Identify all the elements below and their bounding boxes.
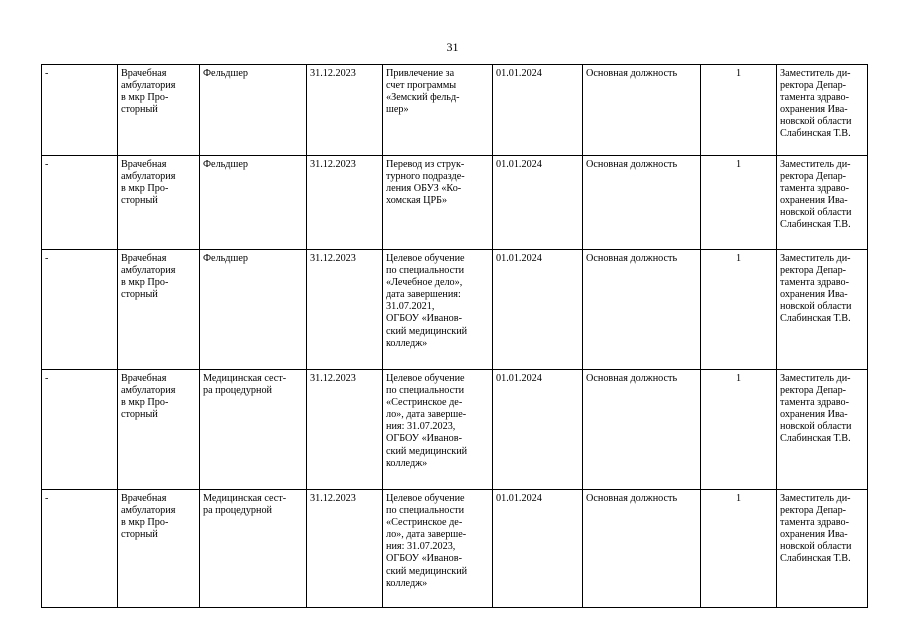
cell-responsible: Заместитель ди- ректора Депар- тамента здраво- охранения Ива- новской области Слабинская Т.В.	[777, 490, 868, 608]
cell-unit: Врачебная амбулатория в мкр Про- сторный	[118, 250, 200, 370]
table-row	[42, 490, 868, 608]
cell-source: Целевое обучение по специальности «Сестринское де- ло», дата заверше- ния: 31.07.2023, ОГБОУ «Иванов- ский медицинский колледж»	[383, 490, 493, 608]
cell-dash: -	[42, 65, 118, 156]
cell-date: 31.12.2023	[307, 65, 383, 156]
cell-unit: Врачебная амбулатория в мкр Про- сторный	[118, 65, 200, 156]
cell-count: 1	[701, 65, 777, 156]
cell-start-date: 01.01.2024	[493, 65, 583, 156]
cell-position-type: Основная должность	[583, 370, 701, 490]
cell-position-type: Основная должность	[583, 65, 701, 156]
cell-dash: -	[42, 490, 118, 608]
cell-source: Привлечение за счет программы «Земский фельд- шер»	[383, 65, 493, 156]
cell-date: 31.12.2023	[307, 370, 383, 490]
table-row	[42, 370, 868, 490]
cell-unit: Врачебная амбулатория в мкр Про- сторный	[118, 156, 200, 250]
cell-dash: -	[42, 370, 118, 490]
cell-count: 1	[701, 250, 777, 370]
table-row	[42, 65, 868, 156]
cell-count: 1	[701, 490, 777, 608]
cell-start-date: 01.01.2024	[493, 370, 583, 490]
staffing-table	[41, 64, 868, 608]
cell-position: Фельдшер	[200, 156, 307, 250]
cell-count: 1	[701, 156, 777, 250]
cell-position: Фельдшер	[200, 250, 307, 370]
cell-unit: Врачебная амбулатория в мкр Про- сторный	[118, 490, 200, 608]
cell-responsible: Заместитель ди- ректора Депар- тамента здраво- охранения Ива- новской области Слабинская Т.В.	[777, 65, 868, 156]
cell-dash: -	[42, 250, 118, 370]
page-number: 31	[446, 40, 459, 54]
cell-position-type: Основная должность	[583, 490, 701, 608]
cell-count: 1	[701, 370, 777, 490]
cell-position: Фельдшер	[200, 65, 307, 156]
cell-date: 31.12.2023	[307, 490, 383, 608]
table-body	[42, 65, 868, 608]
cell-start-date: 01.01.2024	[493, 156, 583, 250]
cell-responsible: Заместитель ди- ректора Депар- тамента здраво- охранения Ива- новской области Слабинская Т.В.	[777, 156, 868, 250]
cell-position-type: Основная должность	[583, 250, 701, 370]
cell-responsible: Заместитель ди- ректора Депар- тамента здраво- охранения Ива- новской области Слабинская Т.В.	[777, 370, 868, 490]
cell-date: 31.12.2023	[307, 250, 383, 370]
cell-position-type: Основная должность	[583, 156, 701, 250]
table-row	[42, 250, 868, 370]
cell-position: Медицинская сест- ра процедурной	[200, 370, 307, 490]
cell-position: Медицинская сест- ра процедурной	[200, 490, 307, 608]
cell-unit: Врачебная амбулатория в мкр Про- сторный	[118, 370, 200, 490]
cell-source: Целевое обучение по специальности «Лечебное дело», дата завершения: 31.07.2021, ОГБОУ «Иванов- ский медицинский колледж»	[383, 250, 493, 370]
table-row	[42, 156, 868, 250]
cell-date: 31.12.2023	[307, 156, 383, 250]
cell-dash: -	[42, 156, 118, 250]
cell-responsible: Заместитель ди- ректора Депар- тамента здраво- охранения Ива- новской области Слабинская Т.В.	[777, 250, 868, 370]
cell-start-date: 01.01.2024	[493, 250, 583, 370]
cell-source: Перевод из струк- турного подразде- ления ОБУЗ «Ко- хомская ЦРБ»	[383, 156, 493, 250]
cell-source: Целевое обучение по специальности «Сестринское де- ло», дата заверше- ния: 31.07.2023, ОГБОУ «Иванов- ский медицинский колледж»	[383, 370, 493, 490]
cell-start-date: 01.01.2024	[493, 490, 583, 608]
